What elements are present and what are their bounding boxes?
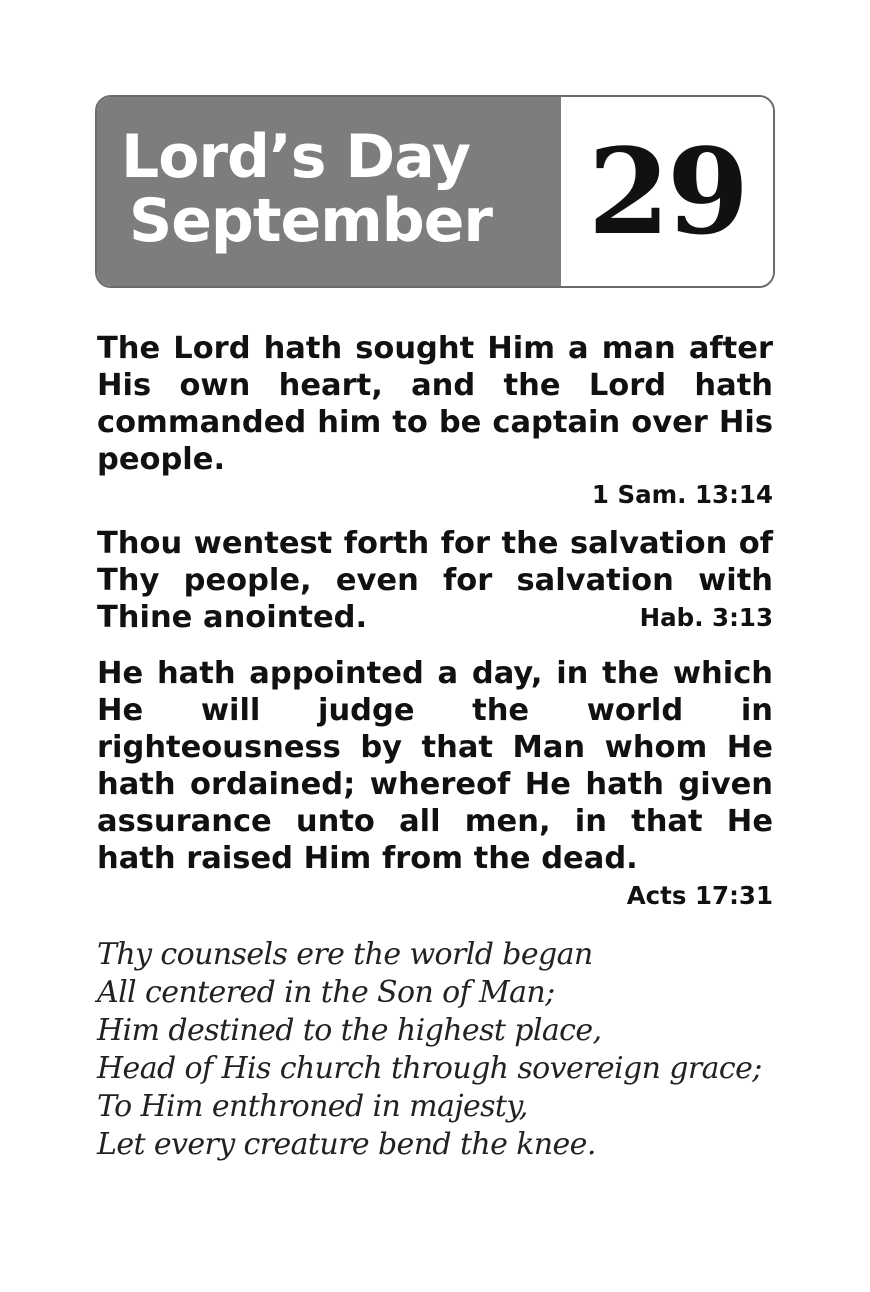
verse-reference: Acts 17:31 [626,881,773,910]
day-number: 29 [561,97,773,286]
day-title: Lord’s Day [121,121,470,192]
hymn-line: Head of His church through sovereign grace; [97,1051,762,1086]
date-label-panel [97,97,561,286]
verse-text [97,525,773,636]
hymn-line: To Him enthroned in majesty, [97,1089,528,1124]
month-title: September [129,185,492,256]
date-header [95,95,775,288]
verse-text: The Lord hath sought Him a man after His own heart, and the Lord hath commanded him to be captain over His people. [97,331,773,477]
verse-text-body: He hath appointed a day, in the which He will judge the world in righteousness by that Man whom He hath ordained; whereof He hath given assurance unto all men, in that He hath raised Him from the dead. [97,656,773,876]
verse-block [97,525,773,636]
verse-text [97,655,773,910]
hymn-line: Let every creature bend the knee. [97,1127,596,1162]
verse-block [97,655,773,914]
hymn-line: Him destined to the highest place, [97,1013,602,1048]
hymn-line: Thy counsels ere the world began [97,937,593,972]
hymn-stanza [97,936,773,1164]
verse-block [97,330,773,512]
devotional-content [97,330,773,1164]
verse-reference: Hab. 3:13 [639,603,773,632]
hymn-line: All centered in the Son of Man; [97,975,555,1010]
verse-reference: 1 Sam. 13:14 [591,480,773,509]
verse-text-body: Thou wentest forth for the salvation of Thy people, even for salvation with Thine anointed. [97,526,773,635]
